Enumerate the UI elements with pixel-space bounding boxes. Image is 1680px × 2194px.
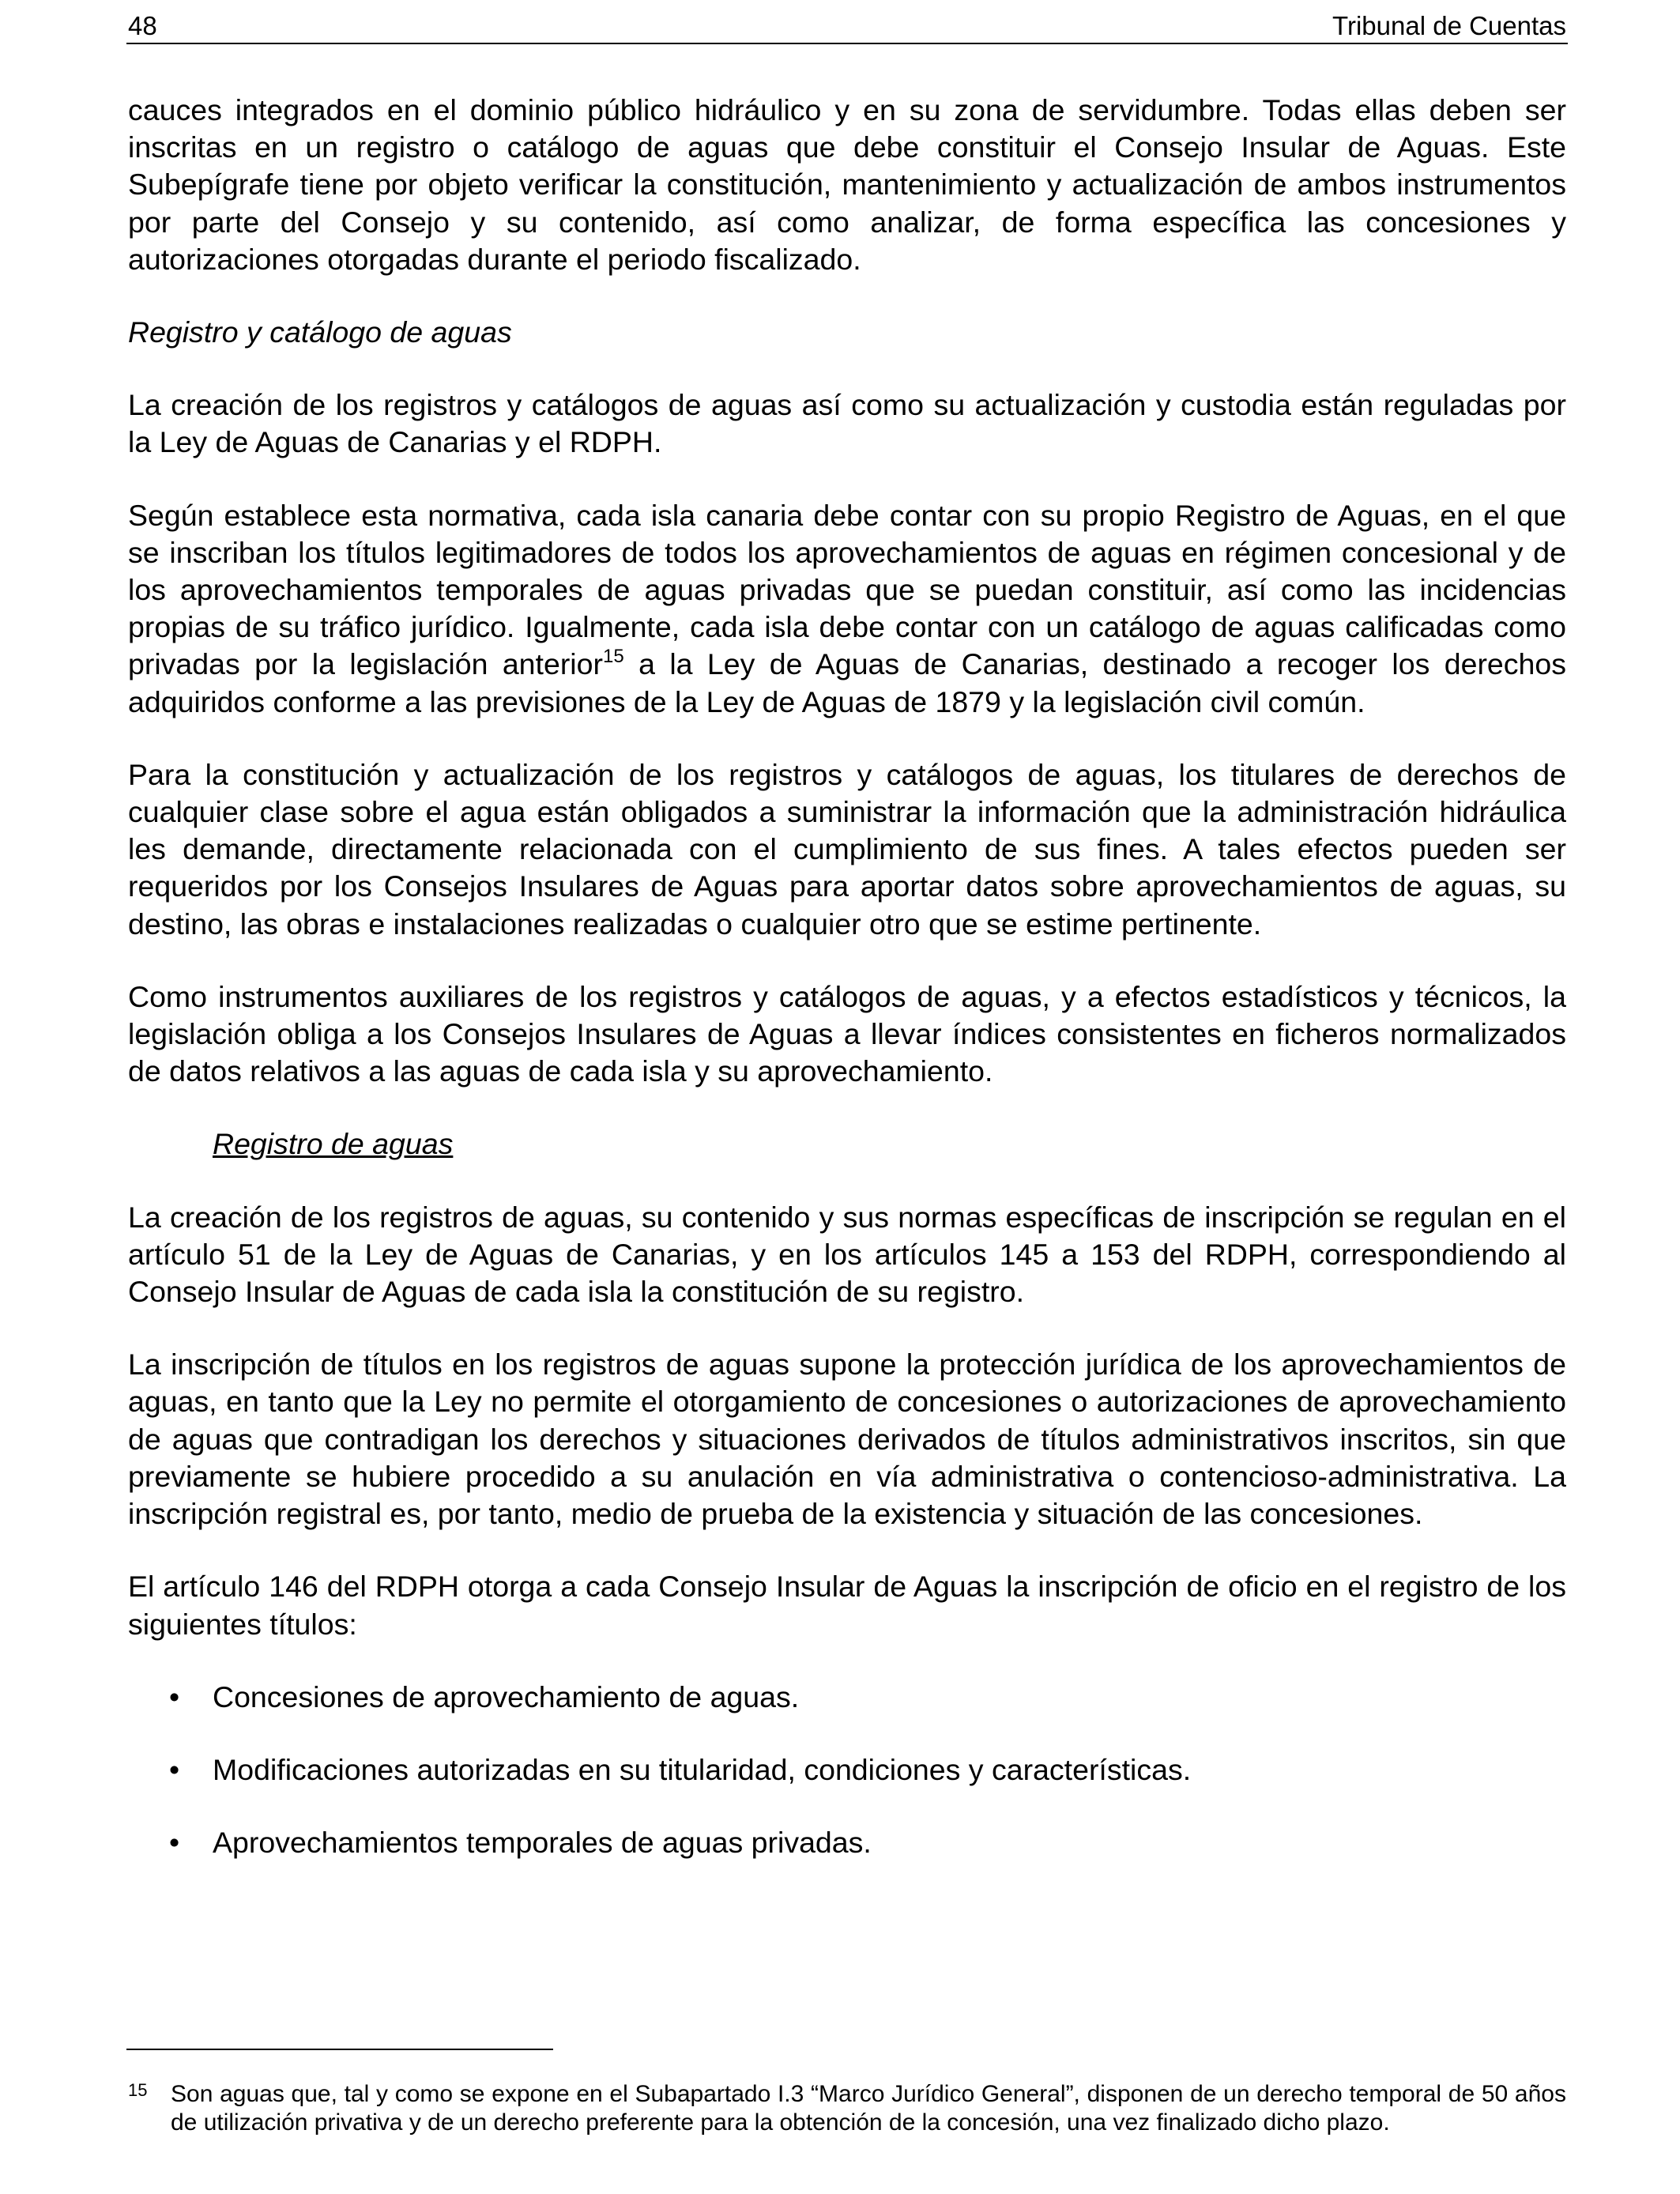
paragraph-inscripcion: La inscripción de títulos en los registros de aguas supone la protección jurídica de los aprovechamientos de aguas, en tanto que la Ley no permite el otorgamiento de concesiones o autorizaciones de aprovechamiento de aguas que contradigan los derechos y situaciones derivados de títulos administrativos inscritos, sin que previamente se hubiere procedido a su anulación en vía administrativa o contencioso-administrativa. La inscripción registral es, por tanto, medio de prueba de la existencia y situación de las concesiones.	[128, 1348, 1566, 1531]
running-title: Tribunal de Cuentas	[1332, 11, 1566, 40]
page-number: 48	[128, 11, 157, 40]
paragraph-normativa	[128, 497, 1566, 721]
list-item	[128, 1824, 1566, 1861]
paragraph-creacion-registros: La creación de los registros de aguas, su contenido y sus normas específicas de inscripción se regulan en el artículo 51 de la Ley de Aguas de Canarias, y en los artículos 145 a 153 del RDPH, correspondiendo al Consejo Insular de Aguas de cada isla la constitución de su registro.	[128, 1200, 1566, 1309]
paragraph-normativa-part1: Según establece esta normativa, cada isla canaria debe contar con su propio Registro de Aguas, en el que se inscriban los títulos legitimadores de todos los aprovechamientos de aguas en régimen concesional y de los aprovechamientos temporales de aguas privadas que se puedan constituir, así como las incidencias propias de su tráfico jurídico. Igualmente, cada isla debe contar con un catálogo de aguas calificadas como privadas por la legislación anterior	[128, 498, 1566, 681]
list-item-text: Modificaciones autorizadas en su titularidad, condiciones y características.	[213, 1752, 1192, 1786]
paragraph-constitucion: Para la constitución y actualización de los registros y catálogos de aguas, los titulares de derechos de cualquier clase sobre el agua están obligados a suministrar la información que la administración hidráulica les demande, directamente relacionada con el cumplimiento de sus fines. A tales efectos pueden ser requeridos por los Consejos Insulares de Aguas para aportar datos sobre aprovechamientos de aguas, su destino, las obras e instalaciones realizadas o cualquier otro que se estime pertinente.	[128, 757, 1566, 941]
titles-list	[128, 1679, 1566, 1862]
list-item-text: Concesiones de aprovechamiento de aguas.	[213, 1679, 800, 1713]
list-item	[128, 1751, 1566, 1789]
footnote	[128, 2080, 1566, 2136]
paragraph-normativa-part2: a la Ley de Aguas de Canarias, destinado a recoger los derechos adquiridos conforme a las previsiones de la Ley de Aguas de 1879 y la legislación civil común.	[128, 647, 1566, 718]
list-item	[128, 1679, 1566, 1716]
paragraph-intro: cauces integrados en el dominio público hidráulico y en su zona de servidumbre. Todas ellas deben ser inscritas en un registro o catálogo de aguas que debe constituir el Consejo Insular de Aguas. Este Subepígrafe tiene por objeto verificar la constitución, mantenimiento y actualización de ambos instrumentos por parte del Consejo y su contenido, así como analizar, de forma específica las concesiones y autorizaciones otorgadas durante el periodo fiscalizado.	[128, 93, 1566, 276]
list-item-text: Aprovechamientos temporales de aguas privadas.	[213, 1826, 872, 1860]
footnote-reference[interactable]: 15	[602, 646, 624, 668]
footnote-number: 15	[128, 2080, 148, 2100]
footnote-separator	[126, 2049, 553, 2050]
footnote-text: Son aguas que, tal y como se expone en el Subapartado I.3 “Marco Jurídico General”, disponen de un derecho temporal de 50 años de utilización privativa y de un derecho preferente para la obtención de la concesión, una vez finalizado dicho plazo.	[171, 2081, 1566, 2136]
paragraph-instrumentos: Como instrumentos auxiliares de los registros y catálogos de aguas, y a efectos estadísticos y técnicos, la legislación obliga a los Consejos Insulares de Aguas a llevar índices consistentes en ficheros normalizados de datos relativos a las aguas de cada isla y su aprovechamiento.	[128, 979, 1566, 1088]
page-header	[126, 8, 1568, 44]
page-body	[128, 92, 1566, 1897]
paragraph-articulo-146: El artículo 146 del RDPH otorga a cada Consejo Insular de Aguas la inscripción de oficio en el registro de los siguientes títulos:	[128, 1570, 1566, 1641]
subsection-heading-registro-aguas: Registro de aguas	[213, 1127, 454, 1161]
bullet-icon: •	[169, 1752, 180, 1786]
bullet-icon: •	[169, 1679, 180, 1713]
section-heading-registro-catalogo: Registro y catálogo de aguas	[128, 315, 512, 349]
bullet-icon: •	[169, 1826, 180, 1860]
paragraph-regulation: La creación de los registros y catálogos de aguas así como su actualización y custodia están reguladas por la Ley de Aguas de Canarias y el RDPH.	[128, 388, 1566, 459]
